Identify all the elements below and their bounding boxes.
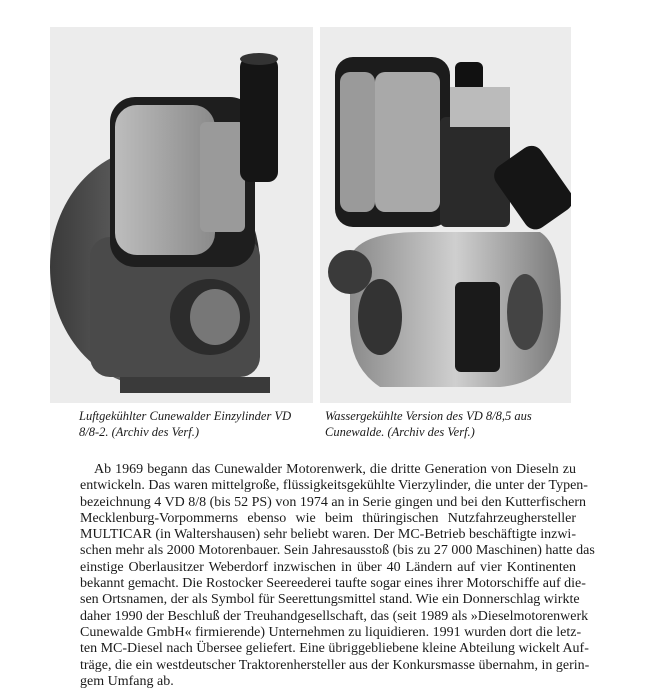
engine-illustration-left bbox=[50, 27, 313, 403]
photo-air-cooled-engine bbox=[50, 27, 313, 403]
text-line: daher 1990 der Beschluß der Treuhandgesellschaft, das (seit 1989 als »Dieselmotorenwerk bbox=[80, 608, 589, 624]
text-line: entwickeln. Das waren mittelgroße, flüssigkeitsgekühlte Vierzylinder, die unter der Typen- bbox=[80, 478, 588, 494]
figure-caption-right bbox=[325, 408, 570, 440]
text-line: Cunewalde GmbH« firmierende) Unternehmen zu liquidieren. 1991 wurden dort die letz- bbox=[80, 624, 582, 640]
figure-caption-left bbox=[79, 408, 324, 440]
text-line: MULTICAR (in Waltershausen) sehr beliebt waren. Der MC-Betrieb beschäftigte inzwi- bbox=[80, 527, 576, 543]
caption-line: 8/8-2. (Archiv des Verf.) bbox=[79, 425, 199, 439]
text-line: sen Ortsnamen, der als Symbol für Seerettungsmittel stand. Wie ein Donnerschlag wirkte bbox=[80, 592, 580, 608]
text-line: einstige Oberlausitzer Weberdorf inzwischen in über 40 Ländern auf vier Kontinenten bbox=[80, 559, 576, 575]
text-line: bekannt gemacht. Die Rostocker Seereederei taufte sogar eines ihrer Motorschiffe auf die- bbox=[80, 576, 586, 592]
photo-water-cooled-engine bbox=[320, 27, 571, 403]
caption-line: Cunewalde. (Archiv des Verf.) bbox=[325, 425, 475, 439]
caption-line: Wassergekühlte Version des VD 8/8,5 aus bbox=[325, 409, 532, 423]
text-line: bezeichnung 4 VD 8/8 (bis 52 PS) von 1974 an in Serie gingen und bei den Kutterfischern bbox=[80, 494, 586, 510]
text-line: schen mehr als 2000 Motorenbauer. Sein Jahresausstoß (bis zu 27 000 Maschinen) hatte das bbox=[80, 543, 595, 559]
caption-line: Luftgekühlter Cunewalder Einzylinder VD bbox=[79, 409, 292, 423]
body-paragraph bbox=[80, 462, 595, 690]
engine-illustration-right bbox=[320, 27, 571, 403]
text-line: gem Umfang ab. bbox=[80, 673, 174, 689]
text-line: Mecklenburg-Vorpommerns ebenso wie beim thüringischen Nutzfahrzeughersteller bbox=[80, 510, 576, 526]
text-line: Ab 1969 begann das Cunewalder Motorenwerk, die dritte Generation von Dieseln zu bbox=[94, 462, 576, 477]
text-line: ten MC-Diesel nach Übersee geliefert. Eine übriggebliebene kleine Abteilung wickelt Auf- bbox=[80, 641, 589, 657]
text-line: träge, die ein westdeutscher Traktorenhersteller aus der Konkursmasse übernahm, in gerin- bbox=[80, 657, 590, 673]
